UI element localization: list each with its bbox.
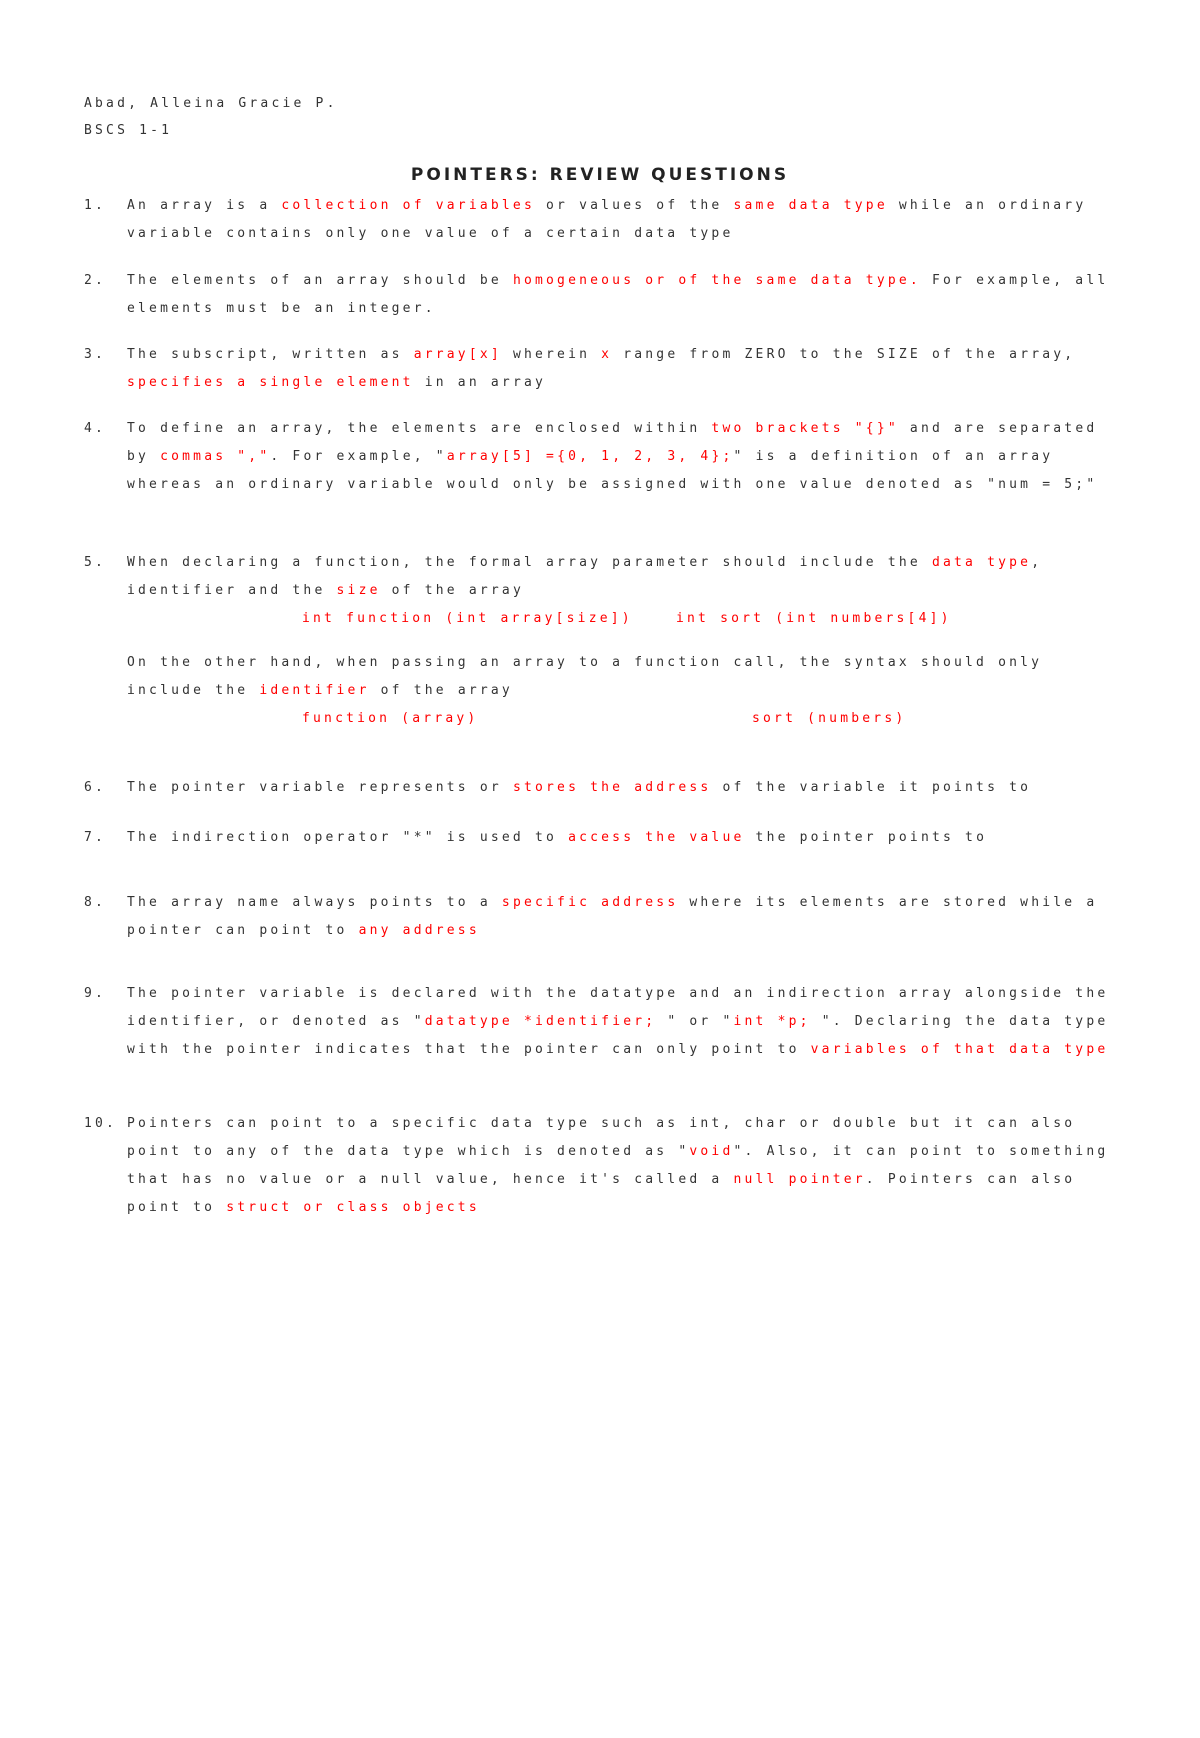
question-number: 2.	[84, 273, 107, 288]
code-example: function (array)	[302, 711, 479, 726]
question-item	[84, 1110, 1114, 1222]
question-text: The elements of an array should be	[127, 273, 513, 288]
highlighted-answer: datatype *identifier;	[424, 1014, 657, 1029]
question-text: and are separated by	[127, 421, 1098, 464]
question-paragraph	[127, 267, 1114, 323]
highlighted-answer: void	[689, 1144, 734, 1159]
code-example-line	[127, 605, 1114, 633]
code-example: sort (numbers)	[752, 711, 907, 726]
question-text: of the array	[380, 583, 524, 598]
question-paragraph	[127, 649, 1114, 705]
highlighted-answer: access the value	[568, 830, 745, 845]
question-item	[84, 774, 1114, 802]
question-text: The array name always points to a	[127, 895, 502, 910]
highlighted-answer: identifier	[259, 683, 370, 698]
document-title: POINTERS: REVIEW QUESTIONS	[410, 165, 790, 185]
question-text: The subscript, written as	[127, 347, 414, 362]
question-text: where its elements are stored while a pointer can point to	[127, 895, 1098, 938]
question-item	[84, 415, 1114, 499]
question-number: 7.	[84, 830, 107, 845]
question-number: 9.	[84, 986, 107, 1001]
question-text: ". Declaring the data type with the pointer indicates that the pointer can only point to	[127, 1014, 1109, 1057]
question-body	[127, 774, 1114, 802]
question-text: When declaring a function, the formal array parameter should include the	[127, 555, 932, 570]
question-paragraph	[127, 980, 1114, 1064]
highlighted-answer: commas ","	[160, 449, 271, 464]
question-text: On the other hand, when passing an array to a function call, the syntax should only include the	[127, 655, 1043, 698]
question-text: For example, all elements must be an integer.	[127, 273, 1109, 316]
student-header	[84, 90, 338, 144]
highlighted-answer: same data type	[733, 198, 888, 213]
highlighted-answer: array[5] ={0, 1, 2, 3, 4};	[446, 449, 734, 464]
highlighted-answer: specific address	[501, 895, 679, 910]
question-text: . Pointers can also point to	[127, 1172, 1076, 1215]
question-body	[127, 341, 1114, 397]
code-example-line	[127, 705, 1114, 733]
question-number: 10.	[84, 1116, 118, 1131]
highlighted-answer: null pointer	[733, 1172, 866, 1187]
question-item	[84, 824, 1114, 852]
question-paragraph	[127, 774, 1114, 802]
question-text: " or "	[656, 1014, 734, 1029]
question-body	[127, 824, 1114, 852]
question-text: of the variable it points to	[711, 780, 1032, 795]
highlighted-answer: size	[336, 583, 381, 598]
student-name: Abad, Alleina Gracie P.	[84, 96, 338, 111]
question-body	[127, 267, 1114, 323]
question-item	[84, 341, 1114, 397]
question-paragraph	[127, 549, 1114, 605]
question-text: The pointer variable represents or	[127, 780, 513, 795]
question-number: 4.	[84, 421, 107, 436]
student-section: BSCS 1-1	[84, 123, 173, 138]
question-paragraph	[127, 824, 1114, 852]
question-text: An array is a	[127, 198, 282, 213]
question-paragraph	[127, 192, 1114, 248]
question-paragraph	[127, 341, 1114, 397]
highlighted-answer: specifies a single element	[127, 375, 414, 390]
question-paragraph	[127, 415, 1114, 499]
question-body	[127, 549, 1114, 733]
question-body	[127, 980, 1114, 1064]
highlighted-answer: data type	[931, 555, 1032, 570]
question-text: of the array	[369, 683, 513, 698]
question-text: wherein	[501, 347, 602, 362]
question-text: range from ZERO to the SIZE of the array,	[612, 347, 1076, 362]
question-number: 8.	[84, 895, 107, 910]
question-text: . For example, "	[270, 449, 447, 464]
question-text: while an ordinary variable contains only one value of a certain data type	[127, 198, 1087, 241]
code-example: int function (int array[size])	[302, 611, 633, 626]
highlighted-answer: any address	[358, 923, 480, 938]
question-item	[84, 549, 1114, 733]
question-number: 1.	[84, 198, 107, 213]
question-paragraph	[127, 1110, 1114, 1222]
question-text: Pointers can point to a specific data type such as int, char or double but it can also point to any of the data type which is denoted as "	[127, 1116, 1076, 1159]
question-body	[127, 889, 1114, 945]
highlighted-answer: stores the address	[512, 780, 712, 795]
highlighted-answer: struct or class objects	[226, 1200, 480, 1215]
question-number: 6.	[84, 780, 107, 795]
question-text: the pointer points to	[744, 830, 988, 845]
question-body	[127, 192, 1114, 248]
question-body	[127, 1110, 1114, 1222]
highlighted-answer: two brackets "{}"	[711, 421, 899, 436]
highlighted-answer: variables of that data type	[810, 1042, 1109, 1057]
question-text: To define an array, the elements are enclosed within	[127, 421, 712, 436]
question-item	[84, 267, 1114, 323]
question-text: or values of the	[535, 198, 734, 213]
question-item	[84, 889, 1114, 945]
question-text: in an array	[413, 375, 547, 390]
question-paragraph	[127, 889, 1114, 945]
code-example: int sort (int numbers[4])	[676, 611, 952, 626]
highlighted-answer: int *p;	[733, 1014, 811, 1029]
question-item	[84, 980, 1114, 1064]
question-text: The indirection operator "*" is used to	[127, 830, 569, 845]
question-body	[127, 415, 1114, 499]
highlighted-answer: array[x]	[413, 347, 502, 362]
question-number: 3.	[84, 347, 107, 362]
highlighted-answer: collection of variables	[281, 198, 535, 213]
question-text: The pointer variable is declared with the datatype and an indirection array alongside the identifier, or denoted as "	[127, 986, 1109, 1029]
highlighted-answer: x	[601, 347, 613, 362]
question-item	[84, 192, 1114, 248]
question-number: 5.	[84, 555, 107, 570]
question-text: " is a definition of an array whereas an ordinary variable would only be assigned with one value denoted as "num = 5;"	[127, 449, 1098, 492]
highlighted-answer: homogeneous or of the same data type.	[512, 273, 921, 288]
question-text: , identifier and the	[127, 555, 1043, 598]
question-text: ". Also, it can point to something that has no value or a null value, hence it's called a	[127, 1144, 1109, 1187]
